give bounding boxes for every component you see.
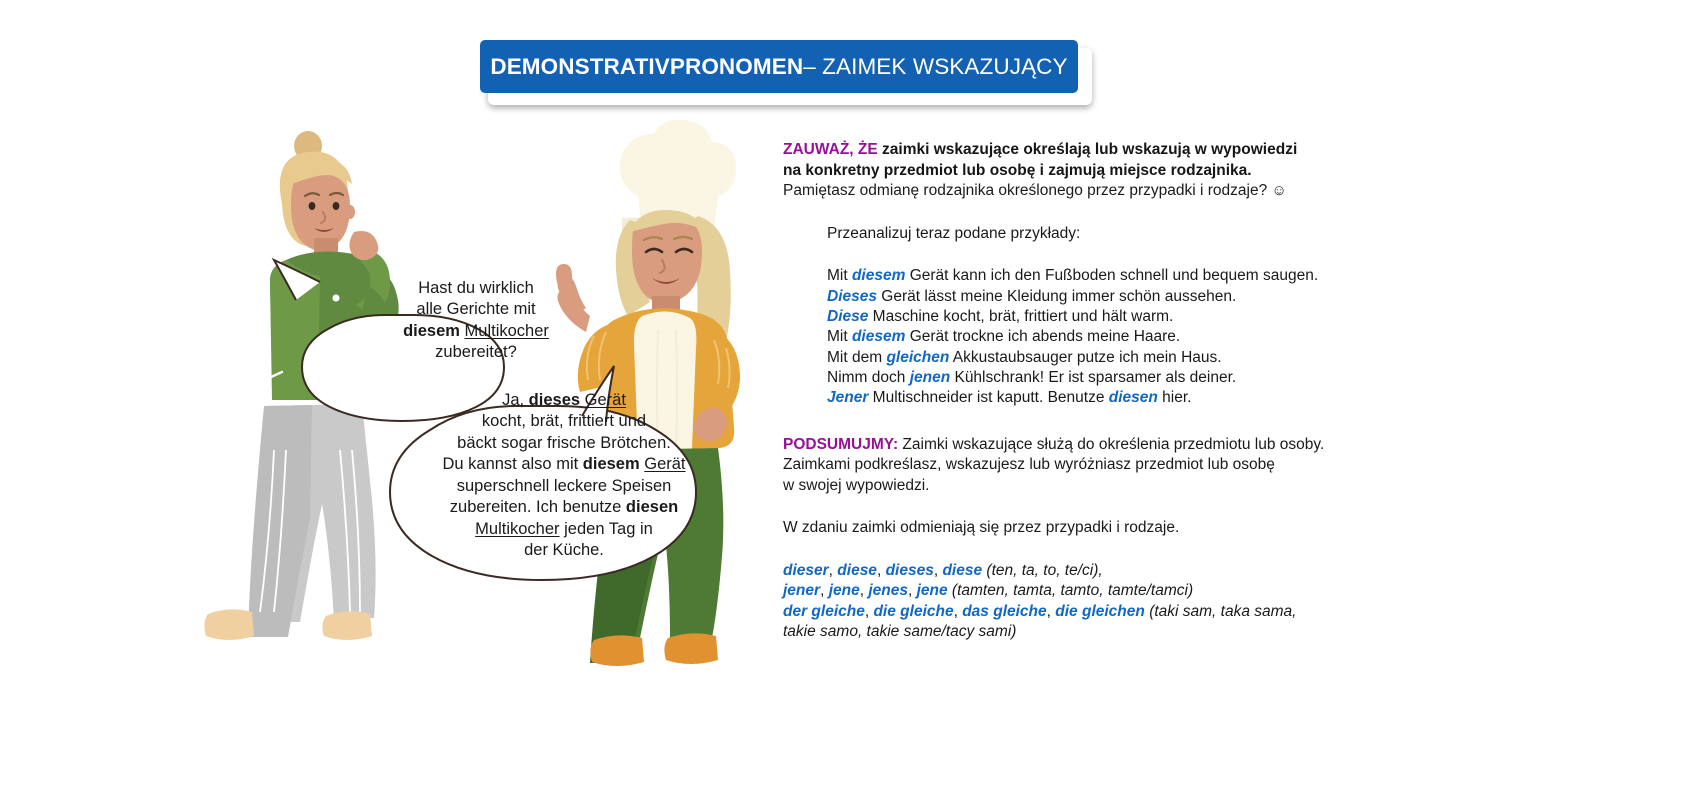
- example-pre: Mit dem: [827, 348, 887, 366]
- example-post: Gerät kann ich den Fußboden schnell und bequem saugen.: [905, 267, 1319, 285]
- vocab-word: dieses: [885, 561, 934, 579]
- example-item: [827, 388, 1383, 408]
- example-post-2: hier.: [1157, 389, 1192, 407]
- bubble-line: bäckt sogar frische Brötchen.: [457, 433, 671, 452]
- example-post: Maschine kocht, brät, frittiert und hält warm.: [868, 308, 1174, 326]
- example-item: [827, 348, 1383, 368]
- summary-line-2: Zaimkami podkreślasz, wskazujesz lub wyróżniasz przedmiot lub osobę: [783, 456, 1275, 474]
- example-post: Gerät lässt meine Kleidung immer schön aussehen.: [876, 287, 1237, 305]
- examples-intro: Przeanalizuj teraz podane przykłady:: [827, 224, 1081, 242]
- bubble-line: zubereitet?: [435, 343, 517, 362]
- lesson-text-column: [783, 140, 1383, 642]
- vocab-word: jenes: [868, 582, 908, 600]
- example-item: [827, 287, 1383, 307]
- vocab-list: [783, 561, 1383, 642]
- bubble-line: diesem Multikocher: [403, 321, 549, 340]
- vocab-gloss: (ten, ta, to, te/ci),: [986, 561, 1103, 579]
- vocab-word: diese: [942, 561, 983, 579]
- bubble-line: zubereiten. Ich benutze diesen: [449, 498, 679, 517]
- vocab-tail: takie samo, takie same/tacy sami): [783, 622, 1017, 640]
- vocab-word: dieser: [783, 561, 829, 579]
- bubble-line: Ja, dieses Gerät: [502, 391, 626, 409]
- example-pre: Nimm doch: [827, 368, 910, 386]
- example-item: [827, 368, 1383, 388]
- example-item: [827, 327, 1383, 347]
- vocab-word: das gleiche: [962, 602, 1047, 620]
- summary-line-4: W zdaniu zaimki odmieniają się przez przypadki i rodzaje.: [783, 519, 1180, 537]
- example-keyword: gleichen: [886, 348, 950, 366]
- example-keyword: diesem: [851, 267, 906, 285]
- bubble-line: Hast du wirklich: [418, 279, 534, 297]
- bubble-line: der Küche.: [524, 541, 604, 560]
- speech-bubble-question-text: [378, 278, 574, 364]
- vocab-row: jener, jene, jenes, jene (tamten, tamta, tamto, tamte/tamci): [783, 582, 1194, 600]
- example-post: Gerät trockne ich abends meine Haare.: [905, 328, 1181, 346]
- example-keyword-2: diesen: [1108, 389, 1158, 407]
- vocab-word: jene: [916, 582, 948, 600]
- page-title-rest: – ZAIMEK WSKAZUJĄCY: [803, 53, 1068, 79]
- notice-normal-text: Pamiętasz odmianę rodzajnika określonego przez przypadki i rodzaje?: [783, 182, 1268, 200]
- bubble-line: superschnell leckere Speisen: [456, 476, 672, 495]
- vocab-word: jener: [783, 582, 821, 600]
- example-keyword: Dieses: [827, 287, 877, 305]
- example-keyword: diesem: [851, 328, 906, 346]
- vocab-row: dieser, diese, dieses, diese (ten, ta, to, te/ci),: [783, 561, 1103, 579]
- notice-line-3: [783, 181, 1383, 202]
- bubble-line: Multikocher jeden Tag in: [475, 519, 653, 538]
- summary-line-3: w swojej wypowiedzi.: [783, 476, 930, 494]
- example-keyword: jenen: [909, 368, 951, 386]
- vocab-word: die gleichen: [1055, 602, 1145, 620]
- vocab-word: der gleiche: [783, 602, 865, 620]
- vocab-word: jene: [828, 582, 860, 600]
- summary-line-1: [783, 435, 1383, 456]
- example-pre: Mit: [827, 267, 852, 285]
- page-title-strong: DEMONSTRATIVPRONOMEN: [490, 53, 804, 79]
- speech-bubble-answer-text: [408, 390, 720, 562]
- example-pre: Mit: [827, 328, 852, 346]
- notice-bold-1: zaimki wskazujące określają lub wskazują w wypowiedzi: [877, 141, 1298, 158]
- vocab-row: der gleiche, die gleiche, das gleiche, die gleichen (taki sam, taka sama,: [783, 602, 1297, 620]
- example-item: [827, 266, 1383, 286]
- summary-text-1: Zaimki wskazujące służą do określenia przedmiotu lub osoby.: [898, 435, 1325, 453]
- example-keyword: Diese: [827, 308, 869, 326]
- notice-label: ZAUWAŻ, ŻE: [783, 141, 878, 158]
- example-post: Akkustaubsauger putze ich mein Haus.: [949, 348, 1222, 366]
- vocab-gloss: (taki sam, taka sama,: [1149, 602, 1297, 620]
- example-post: Multischneider ist kaputt. Benutze: [868, 389, 1109, 407]
- title-banner-container: [480, 40, 1092, 105]
- example-item: [827, 307, 1383, 327]
- page-title: [480, 40, 1078, 93]
- summary-label: PODSUMUJMY:: [783, 435, 899, 453]
- bubble-line: kocht, brät, frittiert und: [481, 412, 647, 431]
- bubble-line: alle Gerichte mit: [416, 300, 536, 319]
- notice-line-2: na konkretny przedmiot lub osobę i zajmują miejsce rodzajnika.: [783, 161, 1252, 179]
- vocab-gloss: (tamten, tamta, tamto, tamte/tamci): [951, 582, 1194, 600]
- vocab-word: diese: [837, 561, 877, 579]
- vocab-word: die gleiche: [873, 602, 954, 620]
- bubble-line: Du kannst also mit diesem Gerät: [442, 455, 686, 474]
- smiley-icon: ☺: [1271, 182, 1287, 200]
- example-post: Kühlschrank! Er ist sparsamer als deiner.: [950, 368, 1237, 386]
- examples-list: [827, 266, 1383, 408]
- example-keyword: Jener: [827, 389, 869, 407]
- notice-line-1: [783, 140, 1383, 161]
